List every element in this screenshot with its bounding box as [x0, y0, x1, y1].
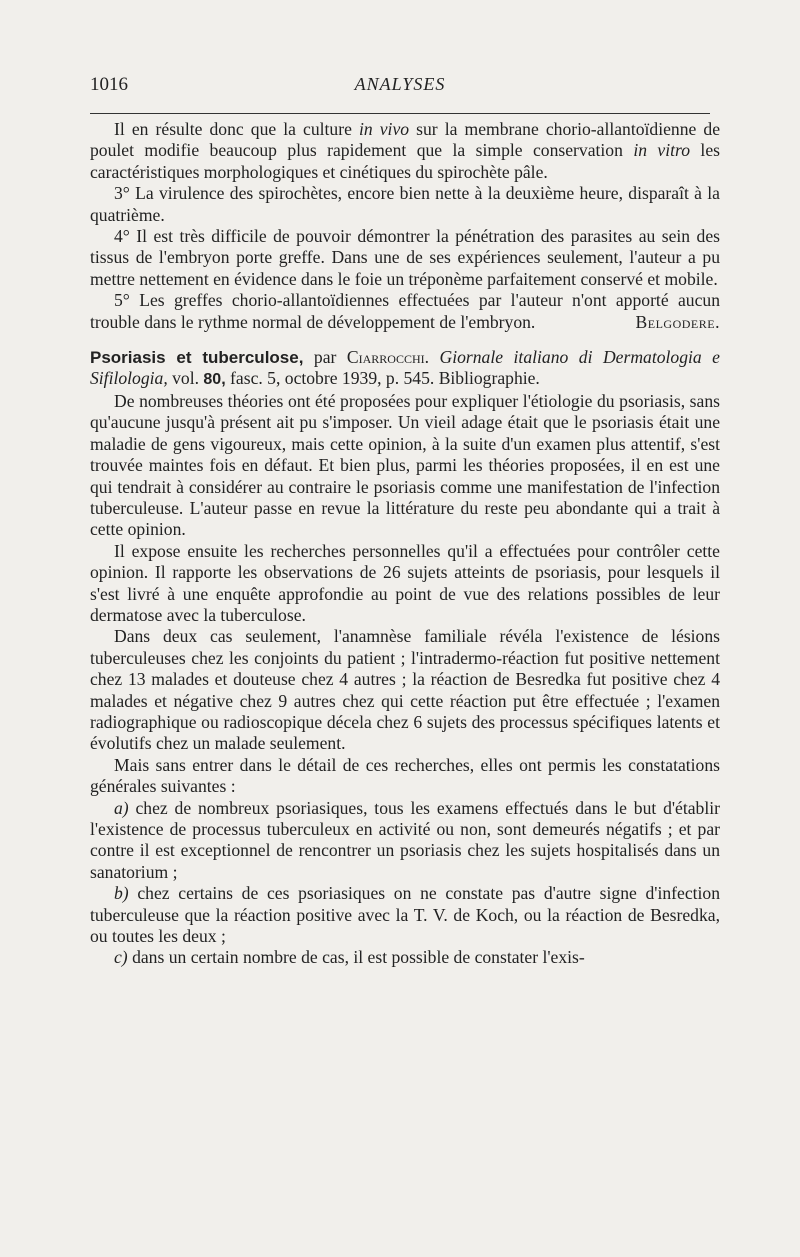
page-header — [90, 74, 710, 102]
list-item-c: c) dans un certain nombre de cas, il est possible de constater l'exis- — [114, 947, 585, 968]
paragraph-recherches: Il expose ensuite les recherches personnelles qu'il a effectuées pour contrôler cette opinion. Il rapporte les observations de 26 sujets atteints de psoriasis, pour lesquels il s'est livré à une enquête approfondie au point de vue des relations possibles de leur dermatose avec la tuberculose. — [90, 540, 720, 625]
volume-number: 80, — [203, 371, 226, 389]
list-item-a: a) chez de nombreux psoriasiques, tous les examens effectués dans le but d'établir l'existence de processus tuberculeux en activité ou non, sont demeurés négatifs ; et par contre il est exceptionnel de rencontrer un psoriasis chez les sujets hospitalisés dans un sanatorium ; — [90, 797, 720, 882]
running-head: ANALYSES — [354, 74, 446, 94]
paragraph-theories: De nombreuses théories ont été proposées pour expliquer l'étiologie du psoriasis, sans qu'aucune jusqu'à présent ait pu s'imposer. Un vieil adage était que le psoriasis était une maladie de gens vigoureux, mais cette opinion, à la suite d'un examen plus attentif, s'est trouvée maintes fois en défaut. Et bien plus, parmi les théories proposées, il en est une qui tendrait à considérer au contraire le psoriasis comme une manifestation de l'infection tuberculeuse. L'auteur passe en revue la littérature du reste peu abondante qui a trait à cette opinion. — [90, 390, 720, 540]
paragraph-greffes: 5° Les greffes chorio-allantoïdiennes effectuées par l'auteur n'ont apporté aucun trouble dans le rythme normal de développement de l'embryon. Belgodere. — [90, 290, 720, 332]
list-item-b: b) chez certains de ces psoriasiques on ne constate pas d'autre signe d'infection tuberculeuse que la réaction positive avec la T. V. de Koch, ou la réaction de Besredka, ou toutes les deux ; — [90, 883, 720, 947]
header-rule — [90, 113, 710, 114]
paragraph-constatations: Mais sans entrer dans le détail de ces recherches, elles ont permis les constatations générales suivantes : — [90, 754, 720, 797]
paragraph-virulence: 3° La virulence des spirochètes, encore bien nette à la deuxième heure, disparaît à la quatrième. — [90, 183, 720, 225]
bibliographic-entry: Psoriasis et tuberculose, par Ciarrocchi. Giornale italiano di Dermatologia e Sifilologia, vol. 80, fasc. 5, octobre 1939, p. 545. Bibliographie. — [90, 347, 720, 389]
paragraph-anamnese: Dans deux cas seulement, l'anamnèse familiale révéla l'existence de lésions tuberculeuses chez les conjoints du patient ; l'intradermo-réaction fut positive nettement chez 13 malades et douteuse chez 4 autres ; la réaction de Besredka fut positive chez 4 malades et négative chez 9 autres chez qui cette réaction put être effectuée ; l'examen radiographique ou radioscopique décela chez 6 sujets des processus spécifiques latents et évolutifs chez un malade seulement. — [90, 626, 720, 754]
journal-name: Giornale italiano di Dermatologia e Sifilologia, — [90, 347, 720, 389]
author: Ciarrocchi. — [346, 347, 430, 368]
signature: Belgodere. — [635, 311, 720, 332]
paragraph-culture: Il en résulte donc que la culture in vivo sur la membrane chorio-allantoïdienne de poulet modifie beaucoup plus rapidement que la simple conservation in vitro les caractéristiques morphologiques et cinétiques du spirochète pâle. — [90, 119, 721, 182]
paragraph-penetration: 4° Il est très difficile de pouvoir démontrer la pénétration des parasites au sein des tissus de l'embryon porte greffe. Dans une de ses expériences seulement, l'auteur a pu mettre nettement en évidence dans le foie un tréponème parfaitement conservé et mobile. — [90, 226, 720, 289]
article-title: Psoriasis et tuberculose, — [90, 348, 304, 368]
page-body — [90, 119, 720, 969]
page-number: 1016 — [90, 74, 128, 95]
